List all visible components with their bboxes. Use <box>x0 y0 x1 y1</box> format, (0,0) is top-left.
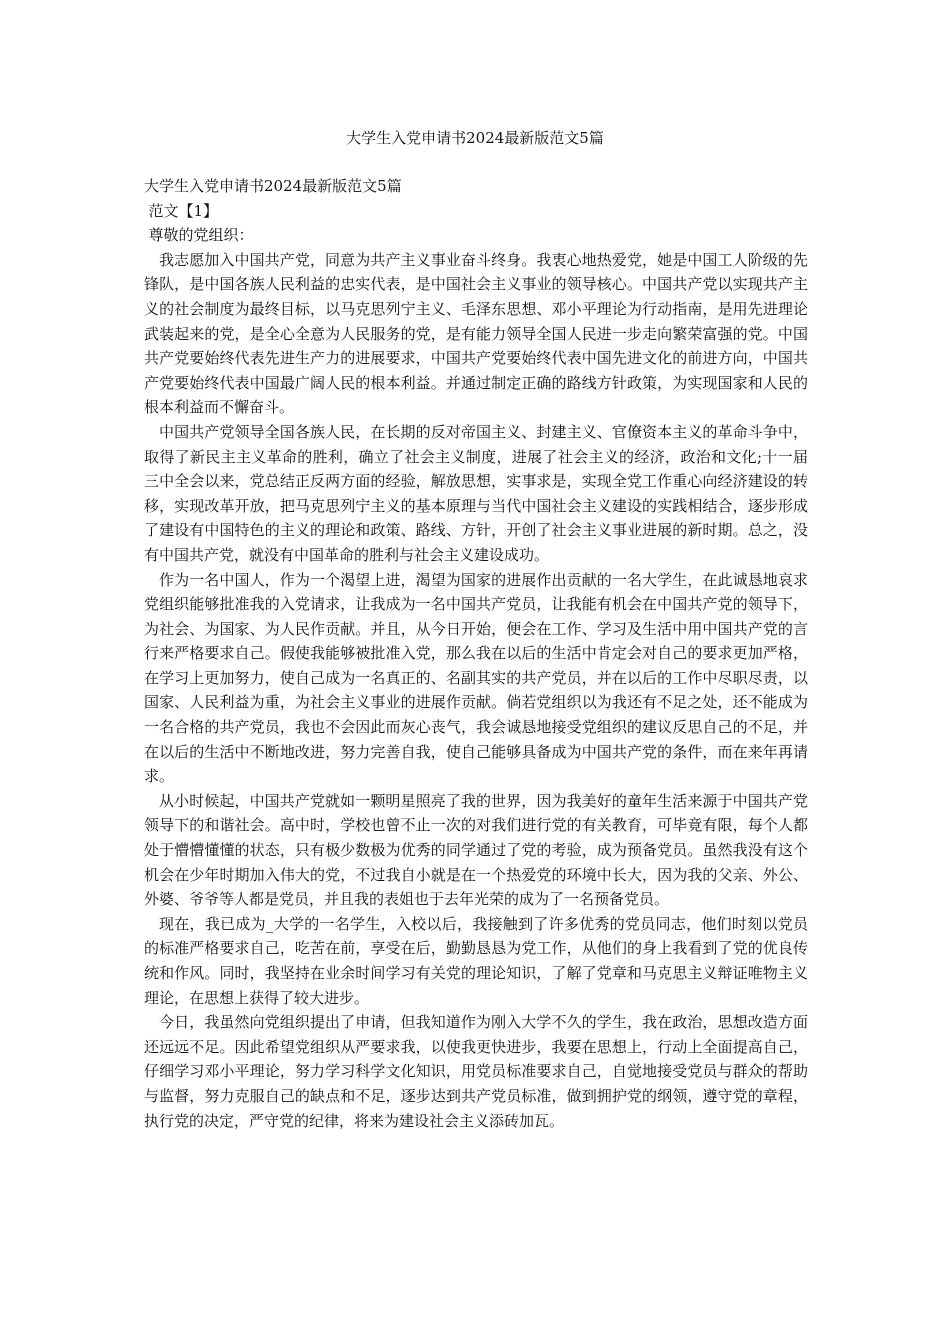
body-paragraph-6: 今日，我虽然向党组织提出了申请，但我知道作为刚入大学不久的学生，我在政治，思想改造方面还远远不足。因此希望党组织从严要求我，以使我更快进步，我要在思想上，行动上全面提高自己，仔细学习邓小平理论，努力学习科学文化知识，用党员标准要求自己，自觉地接受党员与群众的帮助与监督，努力克服自己的缺点和不足，逐步达到共产党员标准，做到拥护党的纲领，遵守党的章程，执行党的决定，严守党的纪律，将来为建设社会主义添砖加瓦。 <box>144 1013 808 1130</box>
page-title: 大学生入党申请书2024最新版范文5篇 <box>346 129 604 147</box>
body-paragraph-1: 我志愿加入中国共产党，同意为共产主义事业奋斗终身。我衷心地热爱党，她是中国工人阶级的先锋队，是中国各族人民利益的忠实代表，是中国社会主义事业的领导核心。中国共产党以实现共产主义的社会制度为最终目标，以马克思列宁主义、毛泽东思想、邓小平理论为行动指南，是用先进理论武装起来的党，是全心全意为人民服务的党，是有能力领导全国人民进一步走向繁荣富强的党。中国共产党要始终代表先进生产力的进展要求，中国共产党要始终代表中国先进文化的前进方向，中国共产党要始终代表中国最广阔人民的根本利益。并通过制定正确的路线方针政策，为实现国家和人民的根本利益而不懈奋斗。 <box>144 250 808 417</box>
body-paragraph-2: 中国共产党领导全国各族人民，在长期的反对帝国主义、封建主义、官僚资本主义的革命斗争中，取得了新民主主义革命的胜利，确立了社会主义制度，进展了社会主义的经济，政治和文化;十一届三中全会以来，党总结正反两方面的经验，解放思想，实事求是，实现全党工作重心向经济建设的转移，实现改革开放，把马克思列宁主义的基本原理与当代中国社会主义建设的实践相结合，逐步形成了建设有中国特色的主义的理论和政策、路线、方针，开创了社会主义事业进展的新时期。总之，没有中国共产党，就没有中国革命的胜利与社会主义建设成功。 <box>144 422 808 564</box>
document-subtitle: 大学生入党申请书2024最新版范文5篇 <box>144 177 402 195</box>
body-paragraph-4: 从小时候起，中国共产党就如一颗明星照亮了我的世界，因为我美好的童年生活来源于中国共产党领导下的和谐社会。高中时，学校也曾不止一次的对我们进行党的有关教育，可毕竟有限，每个人都处于懵懵懂懂的状态，只有极少数极为优秀的同学通过了党的考验，成为预备党员。虽然我没有这个机会在少年时期加入伟大的党，不过我自小就是在一个热爱党的环境中长大，因为我的父亲、外公、外婆、爷爷等人都是党员，并且我的表姐也于去年光荣的成为了一名预备党员。 <box>144 791 808 909</box>
body-paragraph-3: 作为一名中国人，作为一个渴望上进，渴望为国家的进展作出贡献的一名大学生，在此诚恳地哀求党组织能够批准我的入党请求，让我成为一名中国共产党员，让我能有机会在中国共产党的领导下，为社会、为国家、为人民作贡献。并且，从今日开始，便会在工作、学习及生活中用中国共产党的言行来严格要求自己。假使我能够被批准入党，那么我在以后的生活中肯定会对自己的要求更加严格，在学习上更加努力，使自己成为一名真正的、名副其实的共产党员，并在以后的工作中尽职尽责，以国家、人民利益为重，为社会主义事业的进展作贡献。倘若党组织以为我还有不足之处，还不能成为一名合格的共产党员，我也不会因此而灰心丧气，我会诚恳地接受党组织的建议反思自己的不足，并在以后的生活中不断地改进，努力完善自我，使自己能够具备成为中国共产党的条件，而在来年再请求。 <box>144 570 808 786</box>
section-label: 范文【1】 <box>148 201 219 220</box>
document-body <box>144 174 808 1133</box>
salutation: 尊敬的党组织： <box>148 226 254 245</box>
body-paragraph-5: 现在，我已成为_大学的一名学生，入校以后，我接触到了许多优秀的党员同志，他们时刻以党员的标准严格要求自己，吃苦在前，享受在后，勤勤恳恳为党工作，从他们的身上我看到了党的优良传统和作风。同时，我坚持在业余时间学习有关党的理论知识，了解了党章和马克思主义辩证唯物主义理论，在思想上获得了较大进步。 <box>144 914 808 1007</box>
